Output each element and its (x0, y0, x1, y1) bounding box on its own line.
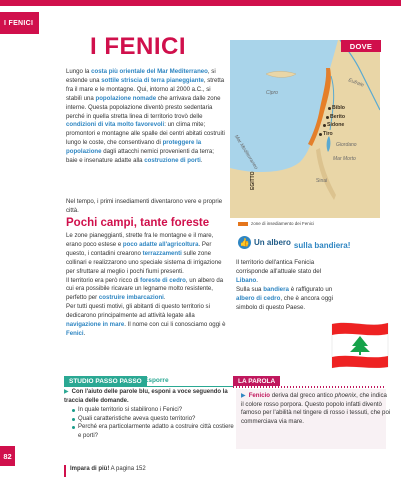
phoenicia-map (230, 40, 380, 218)
section-title: Pochi campi, tante foreste (66, 217, 210, 229)
map-dot-sidone (323, 124, 326, 127)
tree-box-text (236, 258, 340, 312)
dove-badge: DOVE (341, 40, 381, 52)
legend-swatch (238, 222, 248, 226)
map-dot-biblo (328, 107, 331, 110)
arrow-right-icon: ▶ (64, 389, 69, 395)
parola-header (233, 376, 280, 386)
rich-text: . (200, 157, 203, 165)
footer-bar (64, 465, 66, 477)
footer-link[interactable] (70, 466, 146, 472)
footer-rest: A pagina 152 (109, 466, 146, 472)
rich-keyword: popolazione nomade (95, 94, 157, 102)
map-label-egitto: EGITTO (250, 171, 256, 190)
studio-rule (64, 386, 234, 387)
rich-keyword: costruire imbarcazioni (98, 294, 164, 302)
rich-text: : un clima mite; promontori e montagne alle spalle dei centri abitati costruiti lungo le coste, che consentivano di (66, 121, 225, 147)
rich-text: , che è ancora oggi simbolo di questo Paese. (236, 295, 333, 311)
rich-text: Sulla sua (236, 286, 264, 293)
thumbs-up-icon: 👍 (238, 236, 251, 249)
lebanon-flag (330, 320, 390, 370)
rich-keyword: foreste di cedro (140, 276, 186, 284)
rich-text: . Il nome con cui li conosciamo oggi è (124, 321, 226, 329)
map-label-sea: Mar Mediterraneo (232, 134, 259, 171)
rich-text: , stretta fra il mare e le montagne. Qui, intorno al 2000 a.C., si stabilì una (66, 76, 225, 102)
studio-tag: Esporre (144, 377, 169, 384)
rich-keyword: poco adatte all'agricoltura (122, 240, 199, 248)
rich-text: sulle zone collinari e realizzarono uno speciale sistema di irrigazione per sfruttare al meglio i pochi fiumi presenti. (66, 249, 222, 275)
map-label-eufrate: Eufrate (347, 77, 365, 89)
tree-box-title-1: Un albero (254, 238, 291, 247)
map-graphic (230, 40, 380, 218)
rich-text: . (163, 294, 166, 302)
parola-header-label: LA PAROLA (238, 377, 276, 385)
rich-text: . (256, 277, 259, 284)
rich-text: è raffigurato un (288, 286, 333, 293)
studio-header-label: STUDIO PASSO PASSO (69, 377, 142, 385)
rich-text: Le zone pianeggianti, strette fra le montagne e il mare, erano poco estese e (66, 232, 214, 248)
page-title: I FENICI (89, 33, 186, 60)
parola-text-wrap (241, 392, 391, 426)
rich-text: deriva dal greco antico (270, 392, 335, 399)
arrow-right-icon: ▶ (241, 392, 246, 399)
rich-keyword: navigazione in mare (66, 321, 125, 329)
rich-keyword: Fenicio (248, 392, 271, 399)
rich-keyword: condizioni di vita molto favorevoli (66, 121, 165, 129)
rich-keyword: terrazzamenti (142, 249, 182, 257)
rich-text: dagli attacchi nemici provenienti da terra; baie e insenature adatte alla (66, 148, 215, 165)
studio-header (64, 376, 147, 386)
map-label-sinai: Sinai (316, 178, 328, 184)
map-dot-berito (326, 116, 329, 119)
studio-question: In quale territorio si stabilirono i Fenici? (72, 406, 234, 415)
rich-keyword: costa più orientale del Mar Mediterraneo (91, 68, 208, 75)
rich-keyword: bandiera (263, 286, 289, 293)
map-city-biblo: Biblo (332, 105, 345, 111)
intro-paragraph-2: Nel tempo, i primi insediamenti diventarono vere e proprie città. (66, 198, 223, 214)
rich-text: Per tutti questi motivi, gli abitanti di questo territorio si dedicarono principalmente ad attività legate alla (66, 303, 210, 320)
studio-questions (72, 406, 234, 440)
legend-label: zone di insediamento dei Fenici (251, 221, 315, 226)
rich-keyword: phoenix (334, 392, 357, 399)
map-label-giordano: Giordano (336, 142, 357, 148)
top-accent-bar (0, 0, 401, 6)
footer-bold: Impara di più! (70, 466, 110, 472)
rich-text: che arrivava dalle zone interne. Questa popolazione diventò presto sedentaria perché in quella stretta linea di territorio trovò delle (66, 94, 221, 120)
parola-text (241, 392, 390, 425)
rich-text: Il territorio dell'antica Fenicia corrisponde all'attuale stato del (236, 259, 322, 275)
studio-box (64, 388, 234, 440)
rich-text: , si estende una (66, 68, 216, 84)
rich-text: , un albero da cui era possibile ricavare un legname molto resistente, perfetto per (66, 276, 224, 302)
section-paragraph (66, 232, 226, 339)
rich-keyword: albero di cedro (236, 295, 281, 302)
rich-keyword: costruzione di porti (144, 157, 201, 165)
rich-keyword: sottile striscia di terra pianeggiante (101, 76, 204, 84)
map-legend (238, 221, 314, 226)
rich-text: . (83, 329, 86, 337)
tree-box-header (238, 236, 350, 249)
studio-lead: Con l'aiuto delle parole blu, esponi a voce seguendo la traccia delle domande. (64, 389, 228, 404)
section-tag: I FENICI (0, 12, 39, 34)
studio-lead-row (64, 388, 234, 405)
rich-keyword: Fenici (66, 329, 84, 337)
studio-question: Perché era particolarmente adatto a costruire città costiere e porti? (72, 423, 234, 440)
rich-keyword: proteggere la popolazione (66, 139, 202, 156)
rich-text: , che indica il colore rosso porpora. Questo popolo infatti diventò famoso per l'abilità nel tingere di rosso i tessuti, che poi commerciava via mare. (241, 392, 391, 425)
rich-keyword: Libano (236, 277, 257, 284)
map-city-tiro: Tiro (323, 131, 333, 137)
page-number: 82 (0, 446, 15, 466)
map-city-berito: Berito (330, 114, 345, 120)
intro-paragraph (66, 68, 226, 166)
rich-text: Il territorio era però ricco di (66, 276, 141, 284)
tree-box-title-2: sulla bandiera! (293, 241, 351, 250)
map-label-cipro: Cipro (266, 90, 278, 96)
rich-text: . Per questo, i contadini crearono (66, 240, 212, 257)
map-dot-tiro (319, 133, 322, 136)
studio-question: Quali caratteristiche aveva questo territorio? (72, 415, 234, 424)
parola-rule (233, 386, 386, 388)
map-city-sidone: Sidone (327, 122, 345, 128)
rich-text: Lungo la (66, 68, 92, 75)
map-label-mar-morto: Mar Morto (333, 156, 356, 162)
